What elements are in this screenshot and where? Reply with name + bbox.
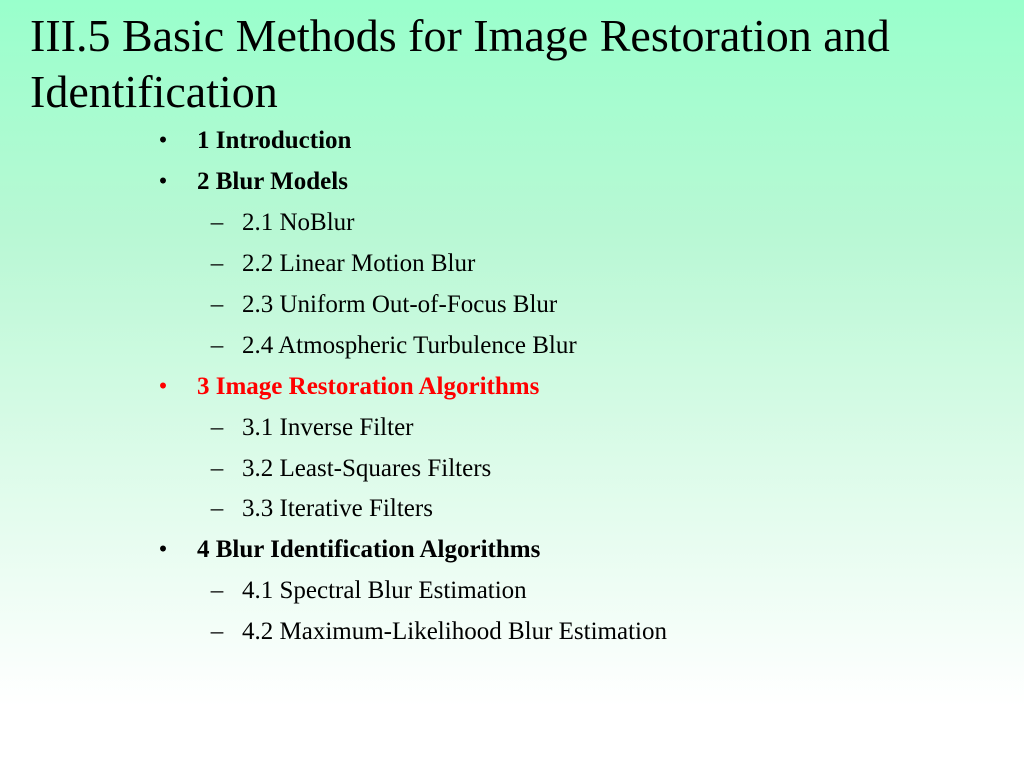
- dash-icon: –: [210, 291, 224, 318]
- dash-icon: –: [210, 331, 224, 359]
- outline-subitem: [150, 407, 667, 448]
- dash-icon: –: [210, 209, 224, 237]
- outline-item-active: [150, 366, 667, 407]
- outline-item: [150, 530, 667, 571]
- bullet-icon: •: [158, 168, 168, 196]
- outline-subitem: [150, 325, 667, 366]
- dash-icon: –: [210, 495, 224, 523]
- dash-icon: –: [210, 454, 224, 482]
- outline-subitem: [150, 244, 667, 285]
- outline-subitem-text: 3.1 Inverse Filter: [242, 413, 414, 441]
- outline-subitem-text: 4.2 Maximum-Likelihood Blur Estimation: [242, 618, 667, 646]
- outline-item-text: 2 Blur Models: [197, 168, 348, 196]
- outline-item-text: 4 Blur Identification Algorithms: [197, 536, 541, 564]
- outline-subitem-text: 2.3 Uniform Out-of-Focus Blur: [242, 291, 558, 318]
- outline-subitem-text: 2.1 NoBlur: [242, 209, 355, 237]
- bullet-icon: •: [158, 127, 168, 155]
- outline-subitem: [150, 448, 667, 489]
- outline-item-text: 3 Image Restoration Algorithms: [197, 372, 540, 400]
- dash-icon: –: [210, 413, 224, 441]
- outline-subitem-text: 3.2 Least-Squares Filters: [242, 454, 492, 482]
- outline-subitem-text: 4.1 Spectral Blur Estimation: [242, 577, 527, 605]
- outline-item-text: 1 Introduction: [197, 127, 352, 155]
- outline-subitem: [150, 203, 667, 244]
- outline-subitem-text: 3.3 Iterative Filters: [242, 495, 433, 523]
- dash-icon: –: [210, 250, 224, 278]
- outline-subitem: [150, 571, 667, 612]
- bullet-icon: •: [158, 536, 168, 564]
- outline-subitem: [150, 612, 667, 653]
- outline-subitem-text: 2.2 Linear Motion Blur: [242, 250, 476, 278]
- outline-subitem: [150, 285, 667, 326]
- outline-list: [150, 121, 667, 653]
- outline-subitem-text: 2.4 Atmospheric Turbulence Blur: [242, 331, 577, 359]
- dash-icon: –: [210, 577, 224, 605]
- outline-subitem: [150, 489, 667, 530]
- outline-item: [150, 121, 667, 162]
- dash-icon: –: [210, 618, 224, 646]
- slide-title: III.5 Basic Methods for Image Restoration and Identification: [30, 10, 890, 117]
- outline-item: [150, 162, 667, 203]
- bullet-icon: •: [158, 372, 168, 400]
